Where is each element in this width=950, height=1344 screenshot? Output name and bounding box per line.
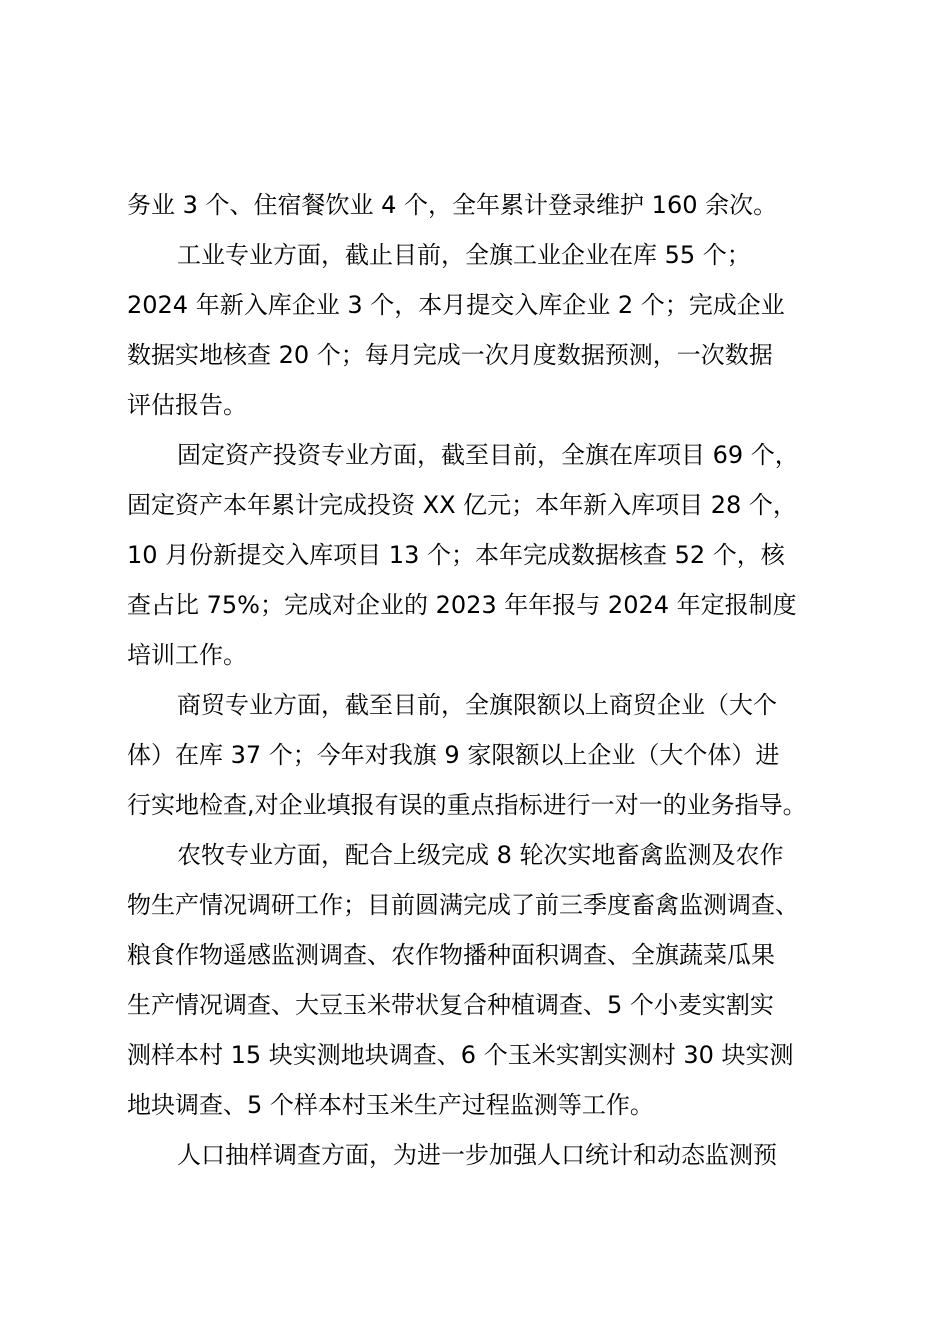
text-line: 查占比 75%；完成对企业的 2023 年年报与 2024 年定报制度 [127,591,797,619]
text-line: 工业专业方面，截止目前，全旗工业企业在库 55 个； [177,241,751,269]
text-line: 培训工作。 [127,641,247,669]
text-line: 2024 年新入库企业 3 个，本月提交入库企业 2 个；完成企业 [127,291,785,319]
text-line: 行实地检查,对企业填报有误的重点指标进行一对一的业务指导。 [127,791,807,819]
text-line: 固定资产本年累计完成投资 XX 亿元；本年新入库项目 28 个， [127,491,797,519]
text-line: 物生产情况调研工作；目前圆满完成了前三季度畜禽监测调查、 [127,891,799,919]
text-line: 固定资产投资专业方面，截至目前，全旗在库项目 69 个， [177,441,799,469]
text-line: 生产情况调查、大豆玉米带状复合种植调查、5 个小麦实割实 [127,991,774,1019]
text-line: 评估报告。 [127,391,247,419]
text-line: 粮食作物遥感监测调查、农作物播种面积调查、全旗蔬菜瓜果 [127,941,775,969]
text-line: 10 月份新提交入库项目 13 个；本年完成数据核查 52 个，核 [127,541,785,569]
text-line: 体）在库 37 个；今年对我旗 9 家限额以上企业（大个体）进 [127,741,780,769]
text-line: 地块调查、5 个样本村玉米生产过程监测等工作。 [127,1091,654,1119]
text-line: 商贸专业方面，截至目前，全旗限额以上商贸企业（大个 [177,691,777,719]
text-line: 数据实地核查 20 个；每月完成一次月度数据预测，一次数据 [127,341,773,369]
text-line: 农牧专业方面，配合上级完成 8 轮次实地畜禽监测及农作 [177,841,784,869]
text-line: 人口抽样调查方面，为进一步加强人口统计和动态监测预 [177,1141,777,1169]
text-line: 测样本村 15 块实测地块调查、6 个玉米实割实测村 30 块实测 [127,1041,794,1069]
text-line: 务业 3 个、住宿餐饮业 4 个，全年累计登录维护 160 余次。 [127,191,778,219]
